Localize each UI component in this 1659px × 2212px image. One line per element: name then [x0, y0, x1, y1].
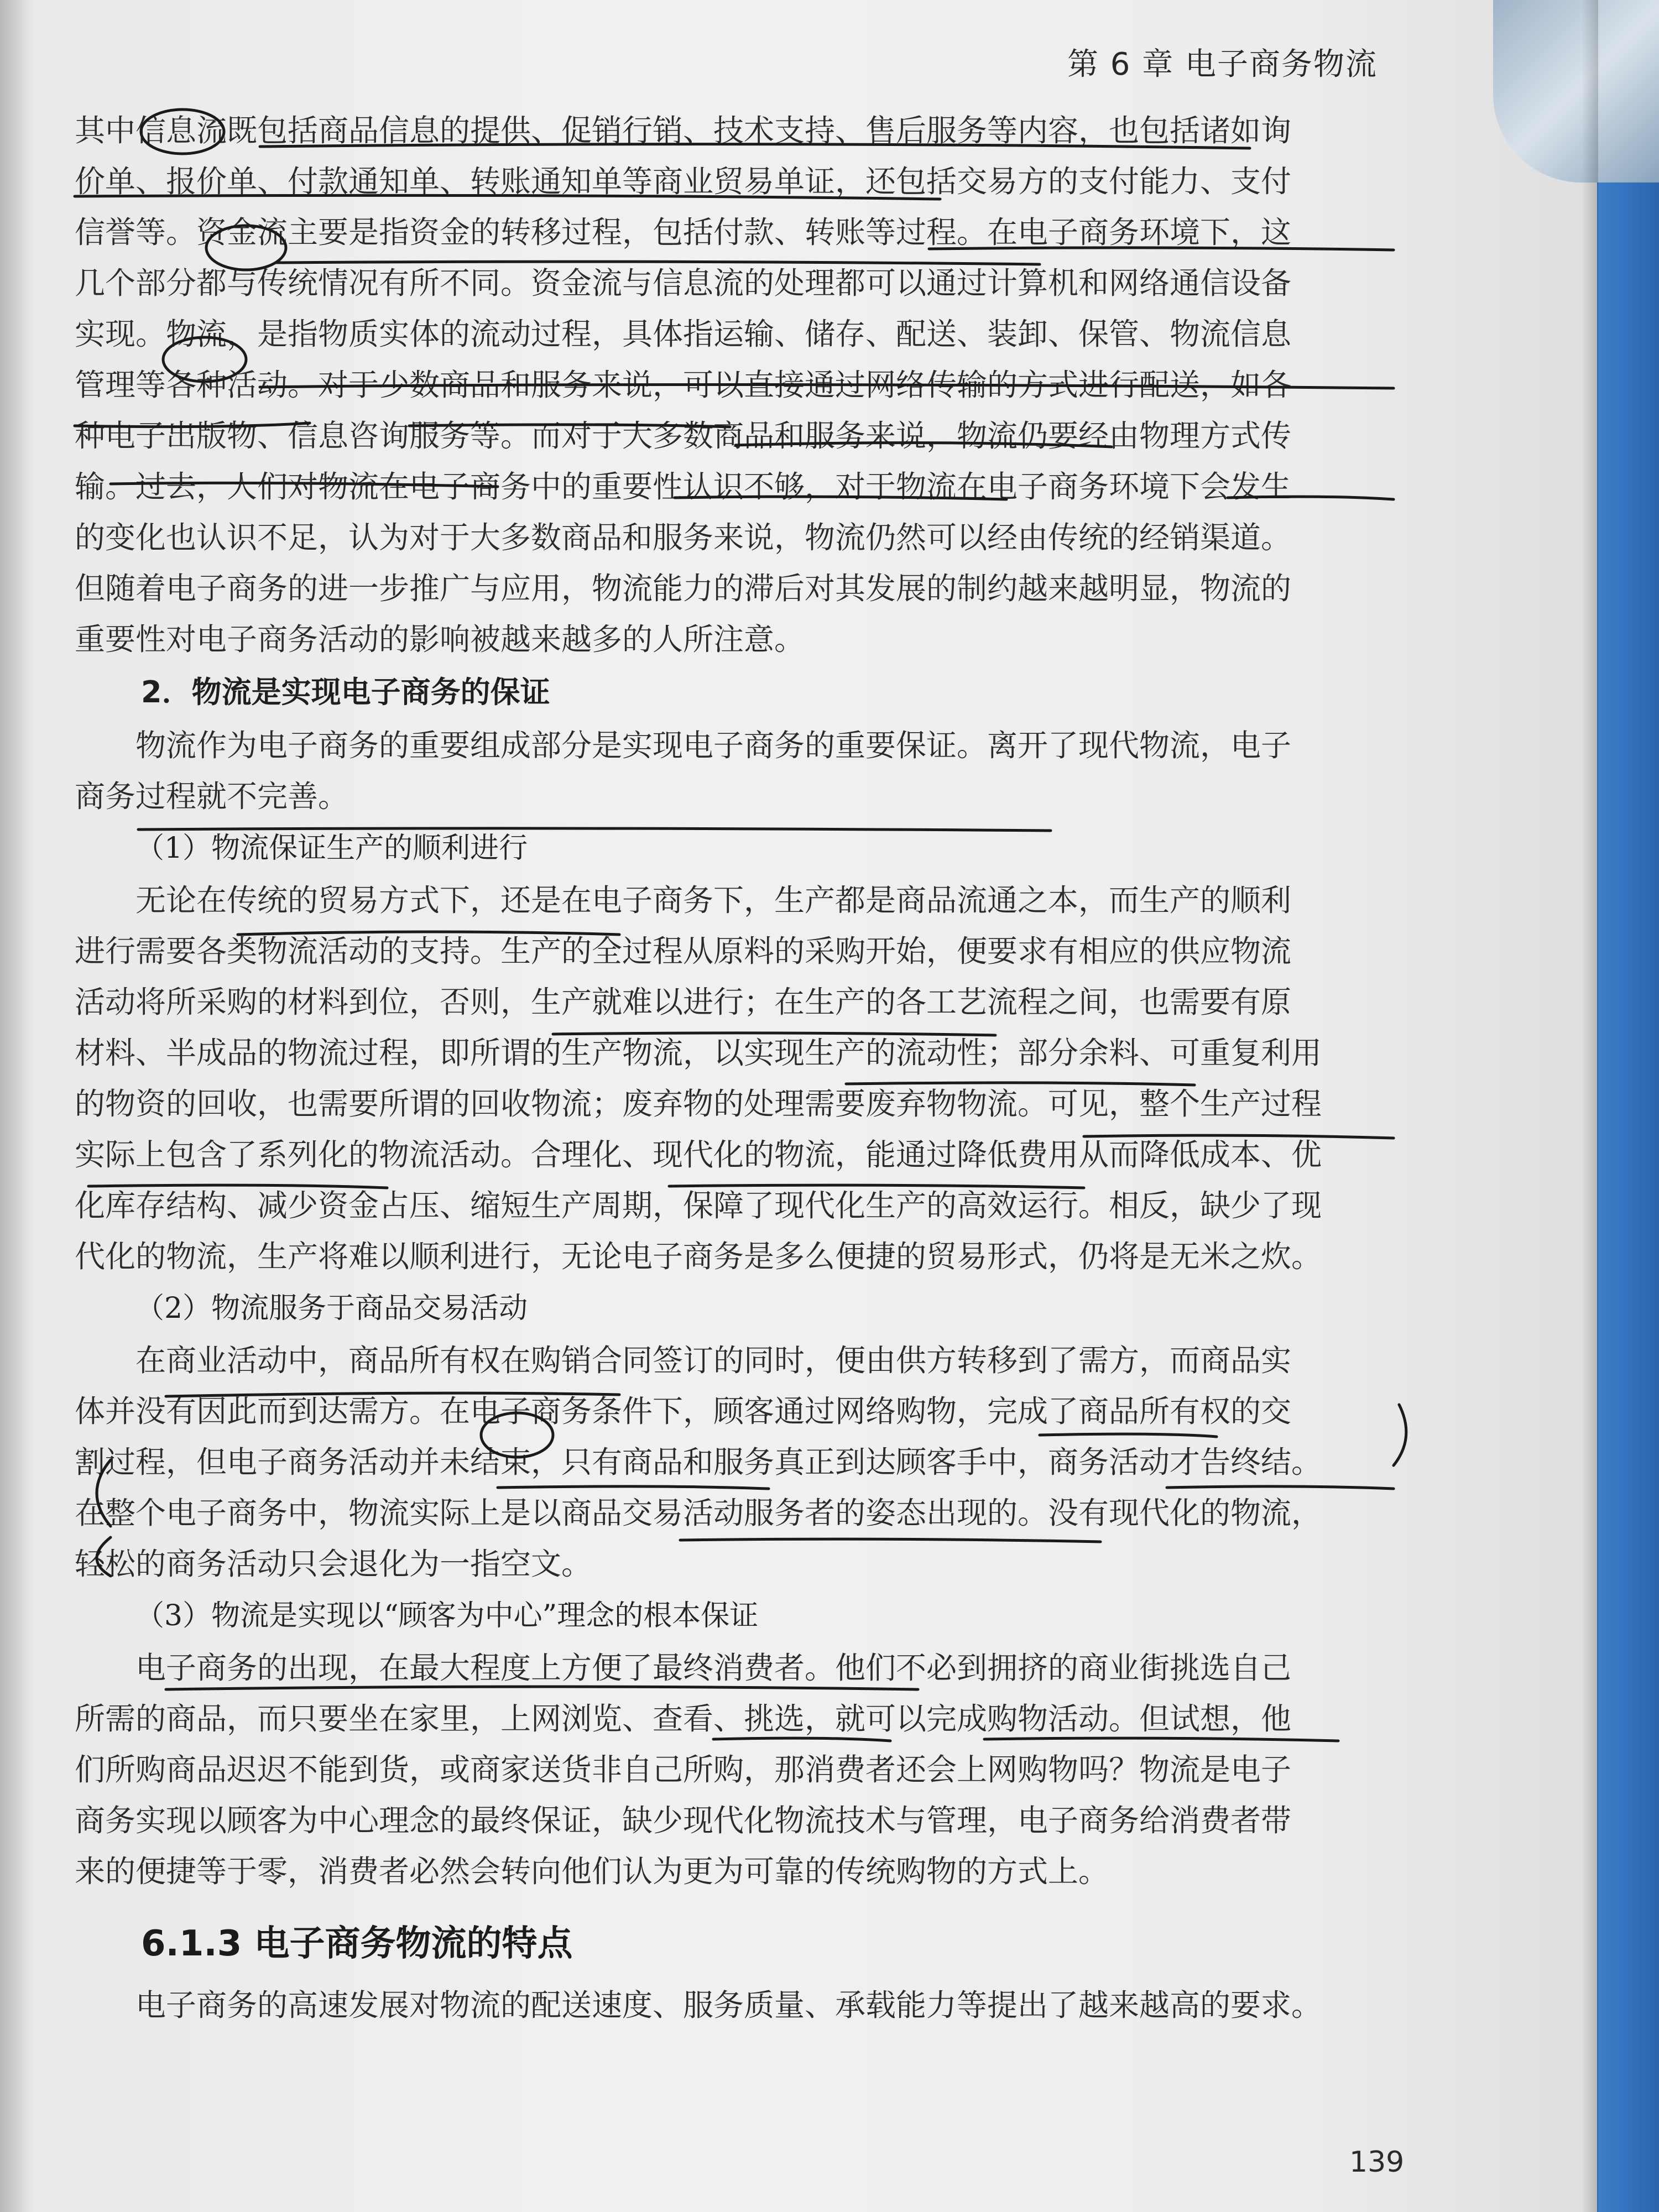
subheading-1: （1）物流保证生产的顺利进行 — [135, 832, 528, 865]
paragraph-line: 商务实现以顾客为中心理念的最终保证，缺少现代化物流技术与管理，电子商务给消费者带 — [75, 1803, 1292, 1838]
paragraph-line: 但随着电子商务的进一步推广与应用，物流能力的滞后对其发展的制约越来越明显，物流的 — [75, 571, 1292, 606]
paragraph-line: 输。过去，人们对物流在电子商务中的重要性认识不够，对于物流在电子商务环境下会发生 — [75, 469, 1292, 504]
paragraph-line: 轻松的商务活动只会退化为一指空文。 — [75, 1546, 592, 1582]
page-edge-shadow — [1582, 0, 1598, 2212]
section-heading-6-1-3: 6.1.3 电子商务物流的特点 — [141, 1923, 573, 1964]
subheading-3: （3）物流是实现以“顾客为中心”理念的根本保证 — [135, 1599, 759, 1632]
paragraph-line: 其中信息流既包括商品信息的提供、促销行销、技术支持、售后服务等内容，也包括诸如询 — [75, 113, 1292, 148]
paragraph-line: 管理等各种活动。对于少数商品和服务来说，可以直接通过网络传输的方式进行配送，如各 — [75, 367, 1292, 403]
paragraph-line: 几个部分都与传统情况有所不同。资金流与信息流的处理都可以通过计算机和网络通信设备 — [75, 265, 1292, 301]
paragraph-line: 电子商务的高速发展对物流的配送速度、服务质量、承载能力等提出了越来越高的要求。 — [135, 1987, 1322, 2023]
paragraph-line: 电子商务的出现，在最大程度上方便了最终消费者。他们不必到拥挤的商业街挑选自己 — [135, 1650, 1292, 1686]
paragraph-line: 化库存结构、减少资金占压、缩短生产周期，保障了现代化生产的高效运行。相反，缺少了现 — [75, 1188, 1322, 1223]
paragraph-line: 们所购商品迟迟不能到货，或商家送货非自己所购，那消费者还会上网购物吗？物流是电子 — [75, 1752, 1292, 1787]
paragraph-line: 商务过程就不完善。 — [75, 779, 349, 814]
page-number: 139 — [1349, 2146, 1405, 2179]
body-text — [75, 105, 1396, 2031]
paragraph-line: 体并没有因此而到达需方。在电子商务条件下，顾客通过网络购物，完成了商品所有权的交 — [75, 1394, 1292, 1429]
paragraph-line: 无论在传统的贸易方式下，还是在电子商务下，生产都是商品流通之本，而生产的顺利 — [135, 883, 1292, 918]
section-heading-2: 2．物流是实现电子商务的保证 — [141, 675, 550, 709]
paragraph-line: 物流作为电子商务的重要组成部分是实现电子商务的重要保证。离开了现代物流，电子 — [135, 728, 1292, 763]
paragraph-line: 代化的物流，生产将难以顺利进行，无论电子商务是多么便捷的贸易形式，仍将是无米之炊。 — [75, 1239, 1322, 1274]
book-cover-edge — [1597, 0, 1659, 2212]
paragraph-line: 材料、半成品的物流过程，即所谓的生产物流，以实现生产的流动性；部分余料、可重复利用 — [75, 1035, 1322, 1071]
paragraph-line: 的物资的回收，也需要所谓的回收物流；废弃物的处理需要废弃物物流。可见，整个生产过程 — [75, 1086, 1322, 1121]
paragraph-line: 来的便捷等于零，消费者必然会转向他们认为更为可靠的传统购物的方式上。 — [75, 1854, 1109, 1889]
paragraph-line: 在整个电子商务中，物流实际上是以商品交易活动服务者的姿态出现的。没有现代化的物流， — [75, 1495, 1322, 1531]
paragraph-line: 进行需要各类物流活动的支持。生产的全过程从原料的采购开始，便要求有相应的供应物流 — [75, 933, 1292, 969]
paragraph-line: 信誉等。资金流主要是指资金的转移过程，包括付款、转账等过程。在电子商务环境下，这 — [75, 215, 1292, 250]
paragraph-line: 在商业活动中，商品所有权在购销合同签订的同时，便由供方转移到了需方，而商品实 — [135, 1343, 1292, 1378]
paragraph-line: 的变化也认识不足，认为对于大多数商品和服务来说，物流仍然可以经由传统的经销渠道。 — [75, 520, 1292, 555]
paragraph-line: 种电子出版物、信息咨询服务等。而对于大多数商品和服务来说，物流仍要经由物理方式传 — [75, 418, 1292, 453]
page-gutter-shadow — [0, 0, 33, 2212]
paragraph-line: 重要性对电子商务活动的影响被越来越多的人所注意。 — [75, 622, 805, 657]
subheading-2: （2）物流服务于商品交易活动 — [135, 1292, 528, 1325]
paragraph-line: 所需的商品，而只要坐在家里，上网浏览、查看、挑选，就可以完成购物活动。但试想，他 — [75, 1701, 1292, 1736]
paragraph-line: 活动将所采购的材料到位，否则，生产就难以进行；在生产的各工艺流程之间，也需要有原 — [75, 984, 1292, 1020]
running-header: 第 6 章 电子商务物流 — [1067, 46, 1378, 82]
paragraph-line: 实现。物流，是指物质实体的流动过程，具体指运输、储存、配送、装卸、保管、物流信息 — [75, 316, 1292, 352]
book-cover-corner — [1493, 0, 1659, 182]
paragraph-line: 价单、报价单、付款通知单、转账通知单等商业贸易单证，还包括交易方的支付能力、支付 — [75, 164, 1292, 199]
paragraph-line: 实际上包含了系列化的物流活动。合理化、现代化的物流，能通过降低费用从而降低成本、优 — [75, 1137, 1322, 1172]
paragraph-line: 割过程，但电子商务活动并未结束，只有商品和服务真正到达顾客手中，商务活动才告终结。 — [75, 1444, 1322, 1480]
